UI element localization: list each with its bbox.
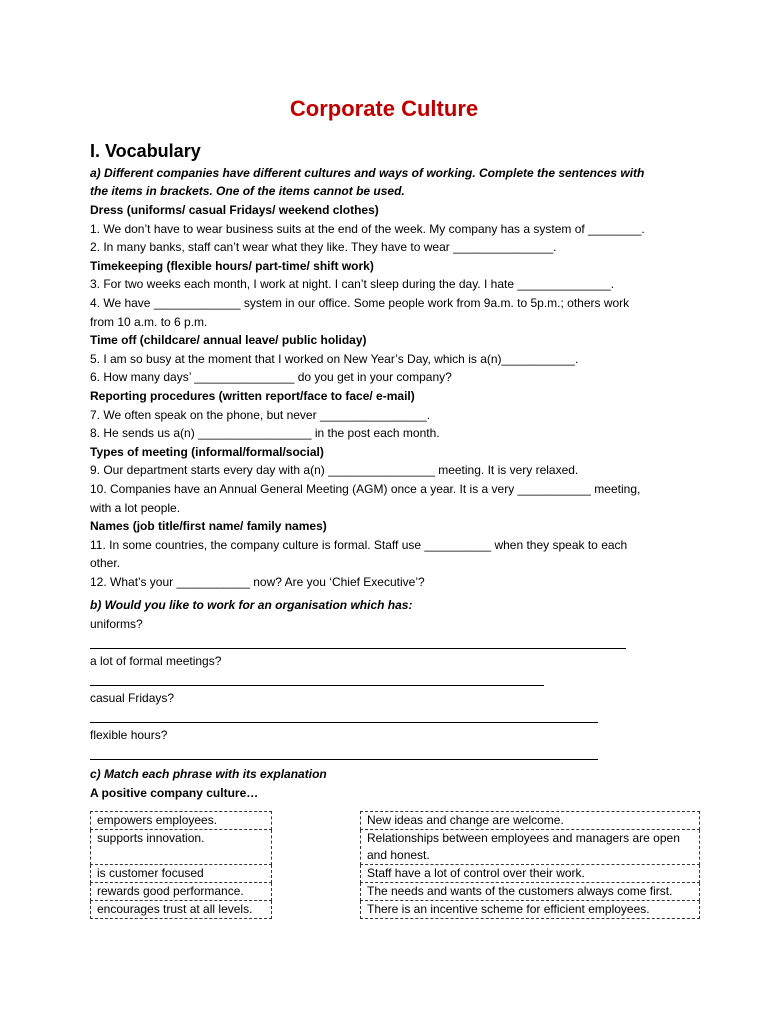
phrase-cell[interactable]: supports innovation.: [91, 830, 272, 865]
explanation-cell[interactable]: New ideas and change are welcome.: [361, 812, 700, 830]
question-uniforms: uniforms?: [90, 617, 143, 631]
answer-line[interactable]: [90, 722, 598, 723]
explanations-table: [360, 811, 700, 919]
phrase-cell[interactable]: empowers employees.: [91, 812, 272, 830]
exercise-sentence: 10. Companies have an Annual General Meeting (AGM) once a year. It is a very ___________ meeting,: [90, 482, 641, 496]
instruction-a-line-2: the items in brackets. One of the items cannot be used.: [90, 184, 405, 198]
category-heading: Names (job title/first name/ family names): [90, 519, 327, 534]
exercise-sentence: 7. We often speak on the phone, but never ________________.: [90, 407, 431, 422]
exercise-sentence: 12. What’s your ___________ now? Are you ‘Chief Executive’?: [90, 575, 425, 589]
category-heading: Timekeeping (flexible hours/ part-time/ shift work): [90, 258, 374, 273]
category-heading: Reporting procedures (written report/face to face/ e-mail): [90, 389, 415, 403]
exercise-sentence: 9. Our department starts every day with a(n) ________________ meeting. It is very relaxed.: [90, 463, 579, 478]
instruction-a-line-1: a) Different companies have different cultures and ways of working. Complete the sentences with: [90, 166, 645, 180]
page-title: Corporate Culture: [289, 96, 479, 121]
exercise-sentence: 3. For two weeks each month, I work at night. I can’t sleep during the day. I hate ______________.: [90, 277, 615, 292]
instruction-b: b) Would you like to work for an organisation which has:: [90, 598, 413, 612]
phrase-cell[interactable]: encourages trust at all levels.: [91, 901, 272, 919]
exercise-sentence: 1. We don’t have to wear business suits at the end of the week. My company has a system of ________.: [90, 221, 645, 236]
category-heading: Time off (childcare/ annual leave/ public holiday): [90, 333, 367, 348]
phrase-cell[interactable]: is customer focused: [91, 865, 272, 883]
explanation-cell[interactable]: Relationships between employees and managers are open and honest.: [361, 830, 700, 865]
instruction-c: c) Match each phrase with its explanation: [90, 767, 327, 781]
explanation-cell[interactable]: Staff have a lot of control over their work.: [361, 865, 700, 883]
category-heading: Types of meeting (informal/formal/social): [90, 444, 324, 459]
exercise-sentence: from 10 a.m. to 6 p.m.: [90, 314, 208, 329]
explanation-cell[interactable]: The needs and wants of the customers always come first.: [361, 883, 700, 901]
exercise-sentence: 11. In some countries, the company culture is formal. Staff use __________ when they speak to each: [90, 537, 628, 552]
explanation-cell[interactable]: There is an incentive scheme for efficient employees.: [361, 901, 700, 919]
category-heading: Dress (uniforms/ casual Fridays/ weekend clothes): [90, 203, 379, 217]
question-casual-fridays: casual Fridays?: [90, 691, 175, 705]
exercise-sentence: 6. How many days’ _______________ do you get in your company?: [90, 370, 452, 385]
answer-line[interactable]: [90, 648, 626, 649]
question-formal-meetings: a lot of formal meetings?: [90, 654, 222, 668]
instruction-c-lead: A positive company culture…: [90, 786, 259, 800]
answer-line[interactable]: [90, 759, 598, 760]
exercise-sentence: other.: [90, 556, 121, 571]
phrases-table: [90, 811, 272, 919]
exercise-sentence: 4. We have _____________ system in our office. Some people work from 9a.m. to 5p.m.; others work: [90, 296, 630, 310]
exercise-sentence: 8. He sends us a(n) _________________ in the post each month.: [90, 426, 440, 441]
question-flexible-hours: flexible hours?: [90, 728, 168, 742]
exercise-sentence: 5. I am so busy at the moment that I worked on New Year’s Day, which is a(n)___________.: [90, 351, 579, 366]
exercise-sentence: 2. In many banks, staff can’t wear what they like. They have to wear _______________.: [90, 240, 557, 255]
phrase-cell[interactable]: rewards good performance.: [91, 883, 272, 901]
exercise-sentence: with a lot people.: [90, 500, 181, 515]
section-heading: I. Vocabulary: [90, 141, 201, 161]
answer-line[interactable]: [90, 685, 544, 686]
